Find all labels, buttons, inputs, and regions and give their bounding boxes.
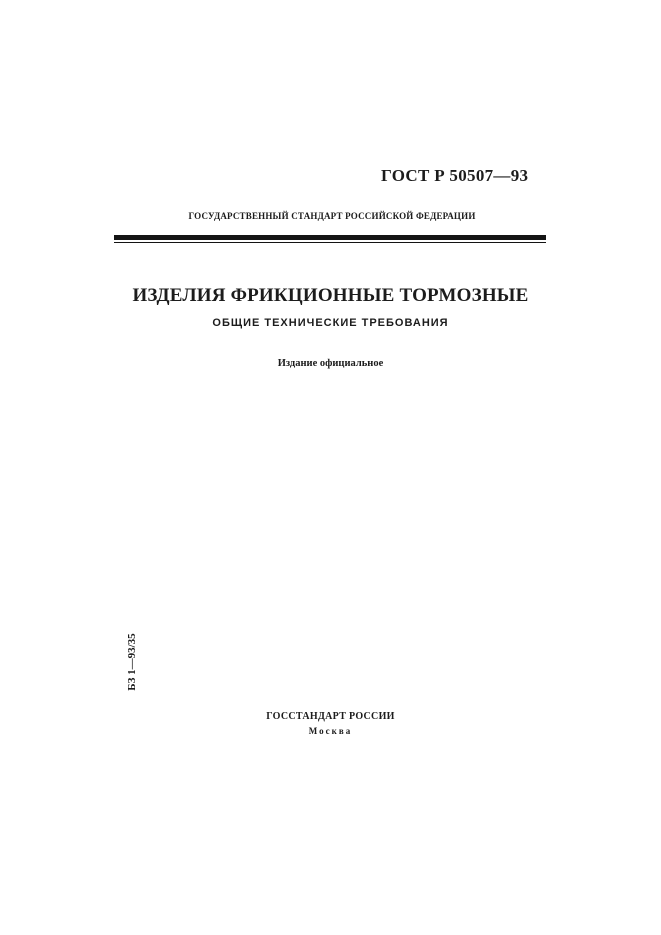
document-title: ИЗДЕЛИЯ ФРИКЦИОННЫЕ ТОРМОЗНЫЕ bbox=[132, 285, 529, 306]
header-rule-thick bbox=[114, 235, 546, 240]
publisher-name: ГОССТАНДАРТ РОССИИ bbox=[266, 711, 395, 722]
publisher-city: Москва bbox=[308, 726, 353, 736]
header-rule-thin bbox=[114, 242, 546, 243]
agency-name: ГОСУДАРСТВЕННЫЙ СТАНДАРТ РОССИЙСКОЙ ФЕДЕРАЦИИ bbox=[188, 211, 476, 221]
document-subtitle: ОБЩИЕ ТЕХНИЧЕСКИЕ ТРЕБОВАНИЯ bbox=[212, 317, 449, 329]
catalog-code: БЗ 1—93/35 bbox=[126, 633, 138, 691]
edition-note: Издание официальное bbox=[277, 358, 384, 369]
standard-number: ГОСТ Р 50507—93 bbox=[381, 166, 529, 185]
